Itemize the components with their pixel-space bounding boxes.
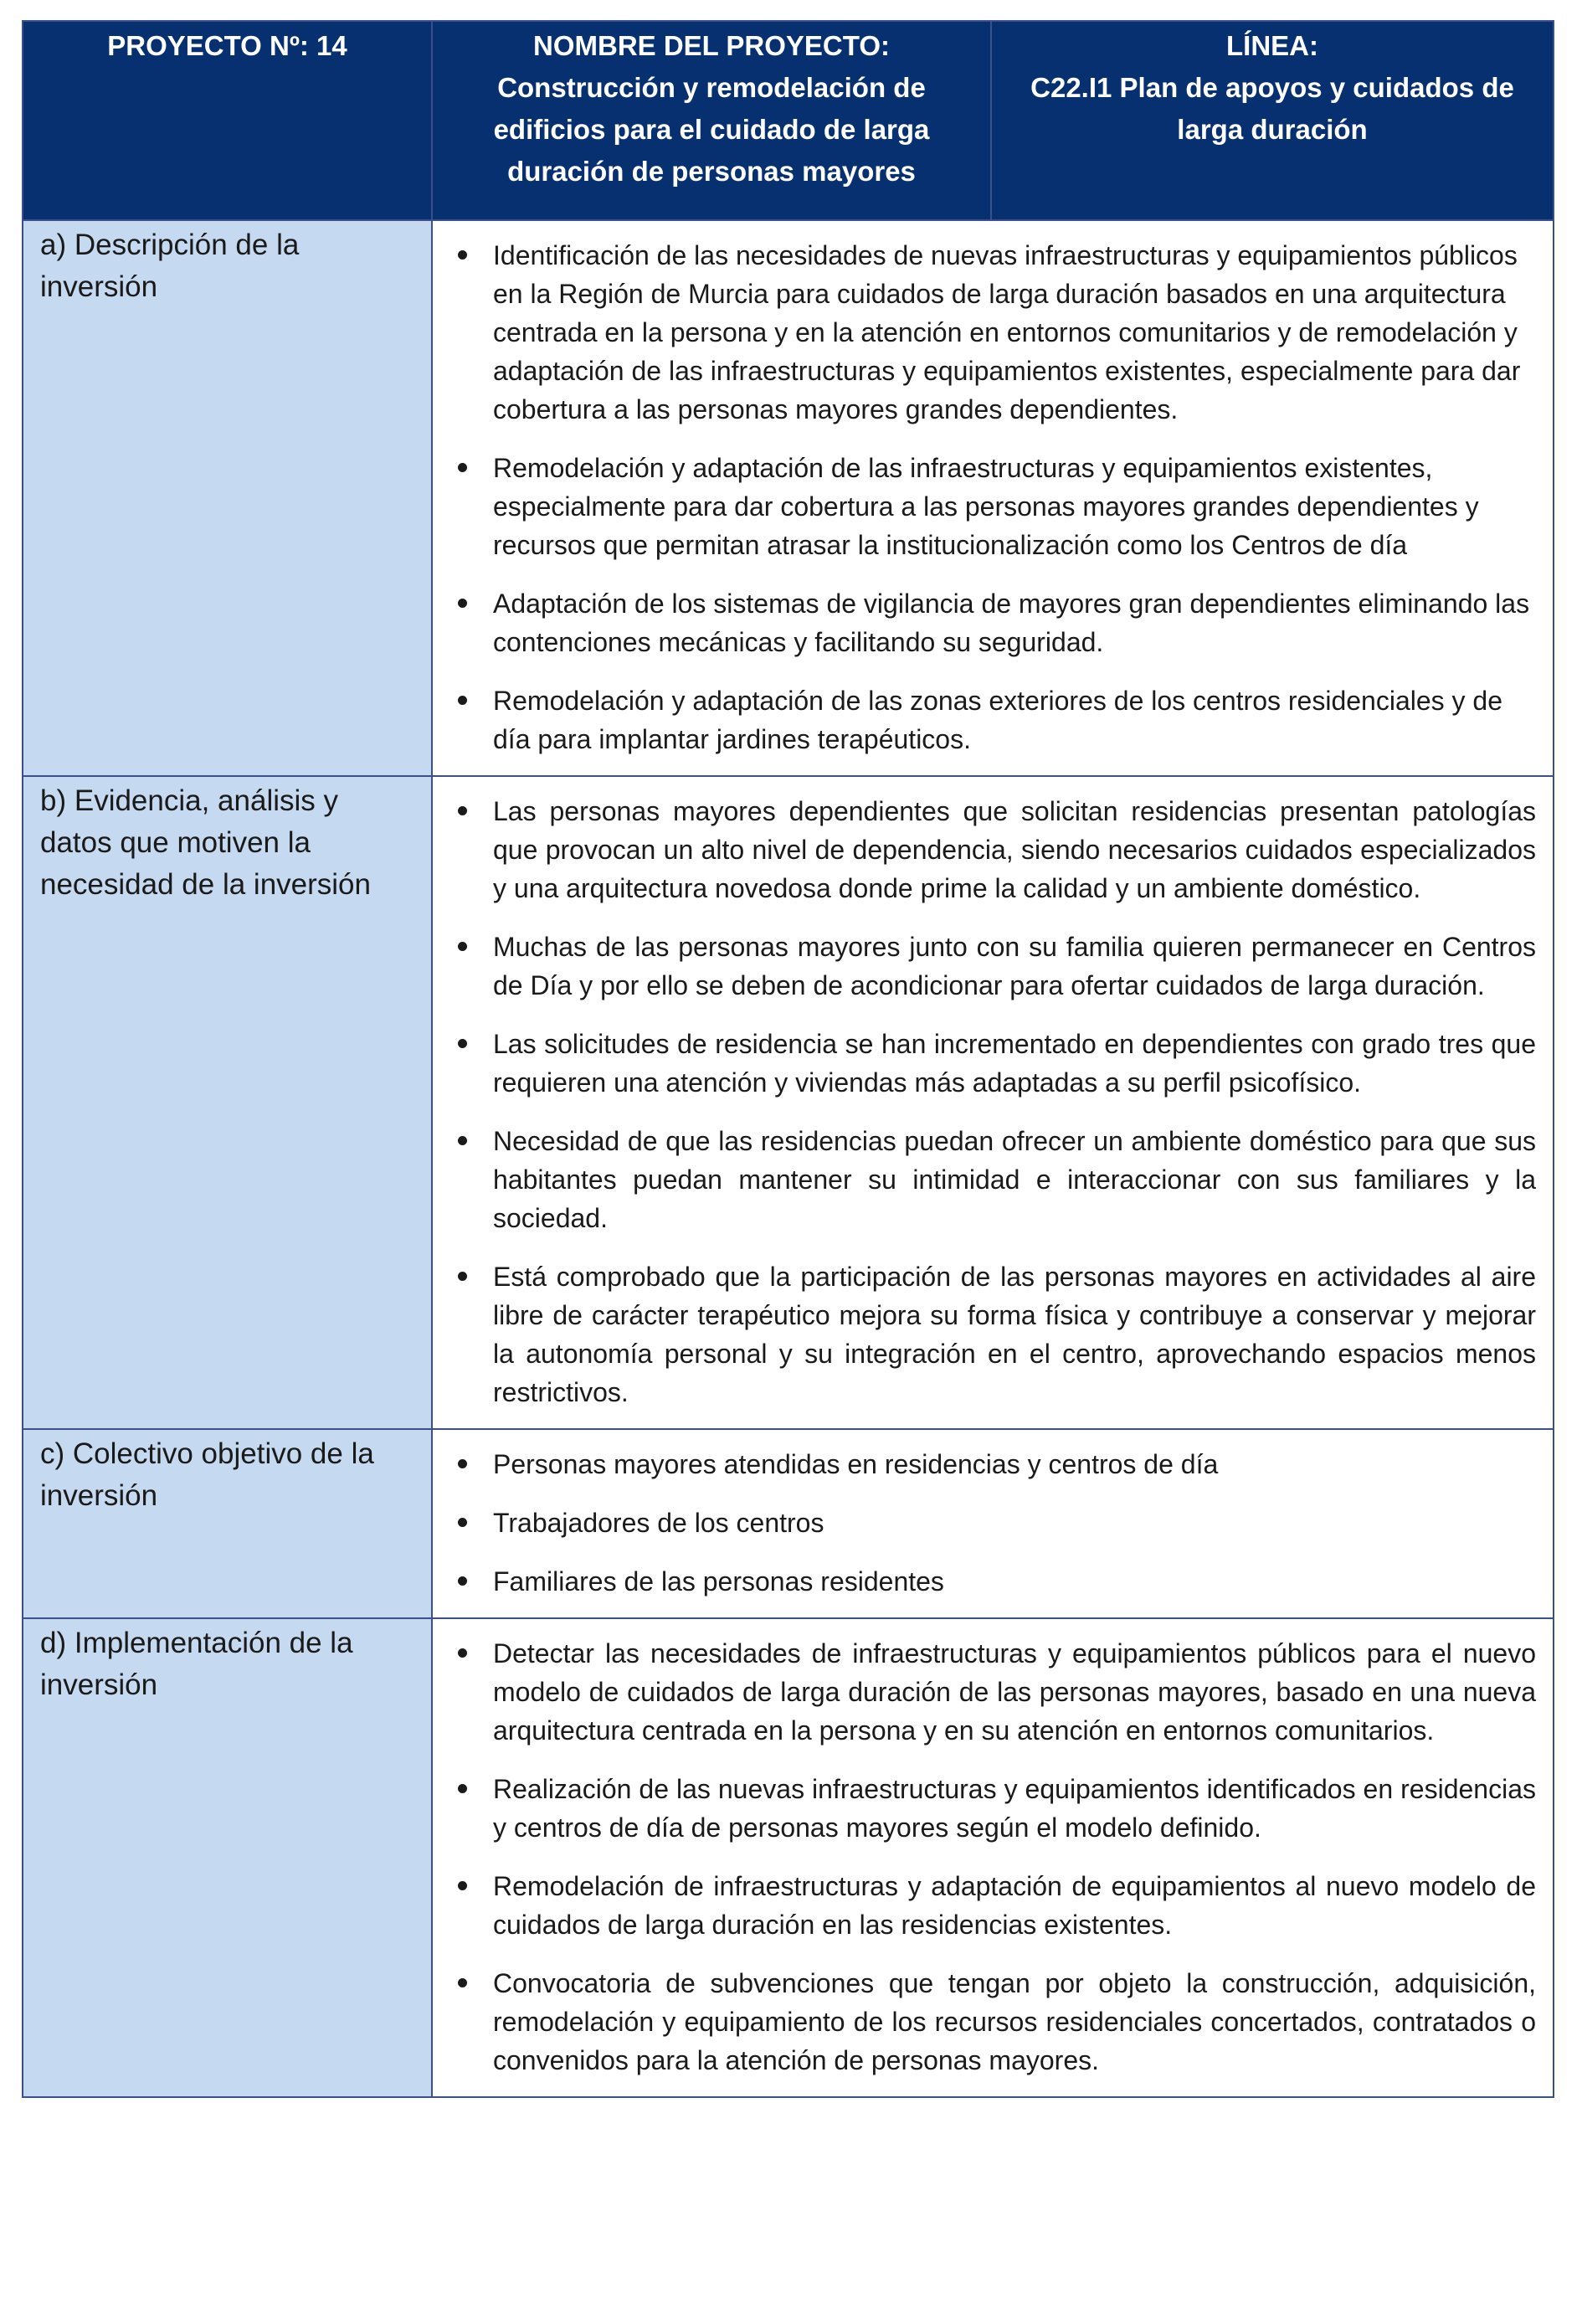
project-line-header (991, 21, 1554, 220)
list-item (449, 1445, 1536, 1483)
list-item (449, 1122, 1536, 1237)
section-label-cell (23, 220, 432, 776)
bullet-icon (458, 1272, 467, 1281)
list-item-text: Trabajadores de los centros (493, 1508, 824, 1538)
list-item (449, 1634, 1536, 1750)
section-row-descripcion (23, 220, 1554, 776)
list-item (449, 1504, 1536, 1542)
bullet-icon (458, 1136, 467, 1145)
bullet-icon (458, 1459, 467, 1468)
list-item-text: Necesidad de que las residencias puedan ofrecer un ambiente doméstico para que sus habitantes puedan mantener su intimidad e interaccionar con sus familiares y la sociedad. (493, 1126, 1536, 1233)
list-item-text: Familiares de las personas residentes (493, 1566, 944, 1596)
list-item (449, 928, 1536, 1005)
list-item-text: Adaptación de los sistemas de vigilancia de mayores gran dependientes eliminando las contenciones mecánicas y facilitando su seguridad. (493, 589, 1530, 657)
list-item-text: Las personas mayores dependientes que solicitan residencias presentan patologías que provocan un alto nivel de dependencia, siendo necesarios cuidados especializados y una arquitectura novedosa donde prime la calidad y un ambiente doméstico. (493, 796, 1536, 903)
list-item-text: Las solicitudes de residencia se han incrementado en dependientes con grado tres que requieren una atención y viviendas más adaptadas a su perfil psicofísico. (493, 1029, 1536, 1098)
list-item-text: Realización de las nuevas infraestructuras y equipamientos identificados en residencias y centros de día de personas mayores según el modelo definido. (493, 1774, 1536, 1843)
bullet-list (449, 1445, 1536, 1601)
bullet-icon (458, 1039, 467, 1048)
list-item (449, 1770, 1536, 1847)
section-row-evidencia (23, 776, 1554, 1429)
section-content-cell (432, 1618, 1554, 2097)
project-line-label: LÍNEA: (1226, 30, 1318, 61)
list-item-text: Remodelación de infraestructuras y adaptación de equipamientos al nuevo modelo de cuidados de larga duración en las residencias existentes. (493, 1871, 1536, 1940)
list-item (449, 1257, 1536, 1411)
section-label: a) Descripción de la inversión (40, 229, 300, 303)
list-item-text: Personas mayores atendidas en residencias y centros de día (493, 1449, 1219, 1479)
bullet-icon (458, 1648, 467, 1658)
section-content-cell (432, 220, 1554, 776)
bullet-icon (458, 942, 467, 951)
bullet-icon (458, 1881, 467, 1890)
project-name-header (432, 21, 991, 220)
project-sheet-table (22, 20, 1554, 2098)
bullet-icon (458, 250, 467, 260)
bullet-icon (458, 806, 467, 815)
bullet-icon (458, 696, 467, 705)
header-row (23, 21, 1554, 220)
bullet-icon (458, 1518, 467, 1527)
bullet-icon (458, 1784, 467, 1793)
list-item (449, 449, 1536, 564)
list-item (449, 1867, 1536, 1944)
project-name-value: Construcción y remodelación de edificios para el cuidado de larga duración de personas mayores (493, 72, 930, 187)
list-item-text: Está comprobado que la participación de las personas mayores en actividades al aire libre de carácter terapéutico mejora su forma física y contribuye a conservar y mejorar la autonomía personal y su integración en el centro, aprovechando espacios menos restrictivos. (493, 1262, 1536, 1407)
project-name-label: NOMBRE DEL PROYECTO: (533, 30, 890, 61)
bullet-icon (458, 599, 467, 608)
section-label: c) Colectivo objetivo de la inversión (40, 1437, 374, 1512)
section-label: d) Implementación de la inversión (40, 1627, 353, 1701)
list-item-text: Convocatoria de subvenciones que tengan por objeto la construcción, adquisición, remodelación y equipamiento de los recursos residenciales concertados, contratados o convenidos para la atención de personas mayores. (493, 1968, 1536, 2075)
section-label: b) Evidencia, análisis y datos que motiven la necesidad de la inversión (40, 784, 371, 901)
list-item-text: Remodelación y adaptación de las zonas exteriores de los centros residenciales y de día para implantar jardines terapéuticos. (493, 686, 1503, 754)
list-item-text: Detectar las necesidades de infraestructuras y equipamientos públicos para el nuevo modelo de cuidados de larga duración de las personas mayores, basado en una nueva arquitectura centrada en la persona y en su atención en entornos comunitarios. (493, 1638, 1536, 1746)
section-label-cell (23, 1618, 432, 2097)
list-item-text: Muchas de las personas mayores junto con su familia quieren permanecer en Centros de Día y por ello se deben de acondicionar para ofertar cuidados de larga duración. (493, 932, 1536, 1000)
section-content-cell (432, 1429, 1554, 1618)
list-item (449, 236, 1536, 429)
project-number-header (23, 21, 432, 220)
bullet-icon (458, 1978, 467, 1987)
section-label-cell (23, 1429, 432, 1618)
section-label-cell (23, 776, 432, 1429)
list-item (449, 1964, 1536, 2080)
list-item-text: Remodelación y adaptación de las infraestructuras y equipamientos existentes, especialmente para dar cobertura a las personas mayores grandes dependientes y recursos que permitan atrasar la institucionalización como los Centros de día (493, 453, 1479, 560)
section-content-cell (432, 776, 1554, 1429)
list-item (449, 1562, 1536, 1601)
bullet-list (449, 236, 1536, 758)
section-row-implementacion (23, 1618, 1554, 2097)
bullet-icon (458, 1576, 467, 1586)
project-number: PROYECTO Nº: 14 (107, 30, 347, 61)
list-item (449, 681, 1536, 758)
bullet-icon (458, 463, 467, 472)
list-item (449, 792, 1536, 907)
section-row-colectivo (23, 1429, 1554, 1618)
project-line-value: C22.I1 Plan de apoyos y cuidados de larga duración (1030, 72, 1514, 145)
list-item (449, 584, 1536, 661)
list-item (449, 1025, 1536, 1102)
list-item-text: Identificación de las necesidades de nuevas infraestructuras y equipamientos públicos en la Región de Murcia para cuidados de larga duración basados en una arquitectura centrada en la persona y en la atención en entornos comunitarios y de remodelación y adaptación de las infraestructuras y equipamientos existentes, especialmente para dar cobertura a las personas mayores grandes dependientes. (493, 240, 1521, 424)
bullet-list (449, 792, 1536, 1411)
bullet-list (449, 1634, 1536, 2080)
